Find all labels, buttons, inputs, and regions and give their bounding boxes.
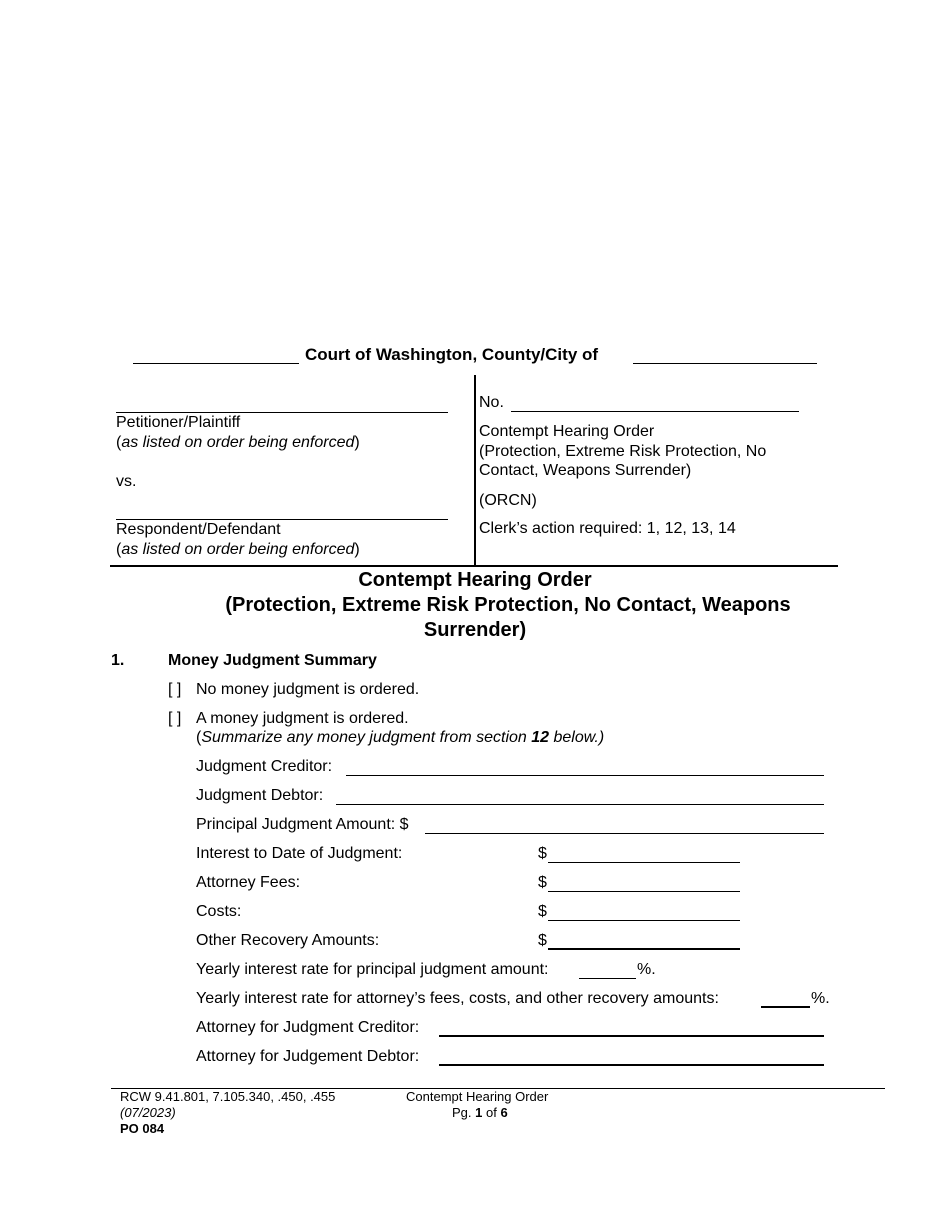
footer-page-of: of	[482, 1105, 501, 1120]
rate-fees-label: Yearly interest rate for attorney’s fees, costs, and other recovery amounts:	[196, 990, 719, 1007]
caption-divider	[474, 375, 476, 565]
petitioner-note: (as listed on order being enforced)	[116, 434, 360, 451]
doc-title: Contempt Hearing Order	[479, 423, 655, 440]
judgment-creditor-label: Judgment Creditor:	[196, 758, 333, 775]
attorney-fees-label: Attorney Fees:	[196, 874, 301, 891]
footer-date: (07/2023)	[120, 1105, 176, 1120]
footer-form-number: PO 084	[120, 1121, 165, 1136]
respondent-note-text: as listed on order being enforced	[121, 541, 355, 558]
other-recovery-label: Other Recovery Amounts:	[196, 932, 380, 949]
footer-page-current: 1	[475, 1105, 483, 1120]
summarize-note-end: below.)	[549, 729, 605, 746]
respondent-note: (as listed on order being enforced)	[116, 541, 360, 558]
costs-dollar: $	[538, 903, 547, 920]
principal-amount-label: Principal Judgment Amount: $	[196, 816, 409, 833]
summarize-note-section: 12	[531, 729, 550, 746]
costs-blank[interactable]	[548, 920, 740, 921]
doc-subtitle-2: Contact, Weapons Surrender)	[479, 462, 692, 479]
summarize-note-text: Summarize any money judgment from section	[201, 729, 532, 746]
vs-label: vs.	[116, 473, 137, 490]
petitioner-note-text: as listed on order being enforced	[121, 434, 355, 451]
rate-principal-label: Yearly interest rate for principal judgment amount:	[196, 961, 549, 978]
doc-subtitle-1: (Protection, Extreme Risk Protection, No	[479, 443, 767, 460]
county-blank-right[interactable]	[633, 363, 817, 364]
heading-line-3: Surrender)	[423, 619, 527, 641]
respondent-label: Respondent/Defendant	[116, 521, 281, 538]
interest-dollar: $	[538, 845, 547, 862]
principal-amount-blank[interactable]	[425, 833, 824, 834]
heading-line-1: Contempt Hearing Order	[358, 569, 592, 591]
heading-line-2: (Protection, Extreme Risk Protection, No Contact, Weapons	[225, 594, 791, 616]
footer-rcw: RCW 9.41.801, 7.105.340, .450, .455	[120, 1089, 336, 1104]
footer-doc-name: Contempt Hearing Order	[406, 1089, 549, 1104]
case-no-label: No.	[479, 394, 504, 411]
doc-code: (ORCN)	[479, 492, 537, 509]
footer-page-prefix: Pg.	[452, 1105, 476, 1120]
attorney-debtor-blank[interactable]	[439, 1064, 824, 1066]
option-judgment-ordered: A money judgment is ordered.	[196, 710, 409, 727]
checkbox-judgment-ordered[interactable]: [ ]	[168, 710, 182, 727]
section-number: 1.	[111, 652, 125, 669]
section-title: Money Judgment Summary	[168, 652, 377, 669]
respondent-blank[interactable]	[116, 519, 448, 520]
footer-page-total: 6	[500, 1105, 508, 1120]
judgment-debtor-blank[interactable]	[336, 804, 824, 805]
interest-blank[interactable]	[548, 862, 740, 863]
attorney-fees-dollar: $	[538, 874, 547, 891]
court-title: Court of Washington, County/City of	[305, 345, 599, 364]
rate-fees-blank[interactable]	[761, 1006, 810, 1008]
caption-bottom-rule	[110, 565, 838, 567]
option-no-judgment: No money judgment is ordered.	[196, 681, 420, 698]
petitioner-label: Petitioner/Plaintiff	[116, 414, 241, 431]
attorney-debtor-label: Attorney for Judgement Debtor:	[196, 1048, 420, 1065]
case-no-blank[interactable]	[511, 411, 799, 412]
petitioner-blank[interactable]	[116, 412, 448, 413]
judgment-debtor-label: Judgment Debtor:	[196, 787, 324, 804]
costs-label: Costs:	[196, 903, 242, 920]
footer-page	[452, 1105, 508, 1120]
county-blank-left[interactable]	[133, 363, 299, 364]
summarize-note: (Summarize any money judgment from section 12 below.)	[196, 729, 605, 746]
clerk-action: Clerk’s action required: 1, 12, 13, 14	[479, 520, 736, 537]
other-recovery-dollar: $	[538, 932, 547, 949]
attorney-fees-blank[interactable]	[548, 891, 740, 892]
checkbox-no-judgment[interactable]: [ ]	[168, 681, 182, 698]
attorney-creditor-blank[interactable]	[439, 1035, 824, 1037]
attorney-creditor-label: Attorney for Judgment Creditor:	[196, 1019, 420, 1036]
rate-principal-percent: %.	[637, 961, 656, 978]
judgment-creditor-blank[interactable]	[346, 775, 824, 776]
rate-fees-percent: %.	[811, 990, 830, 1007]
other-recovery-blank[interactable]	[548, 948, 740, 950]
interest-label: Interest to Date of Judgment:	[196, 845, 403, 862]
rate-principal-blank[interactable]	[579, 978, 636, 979]
